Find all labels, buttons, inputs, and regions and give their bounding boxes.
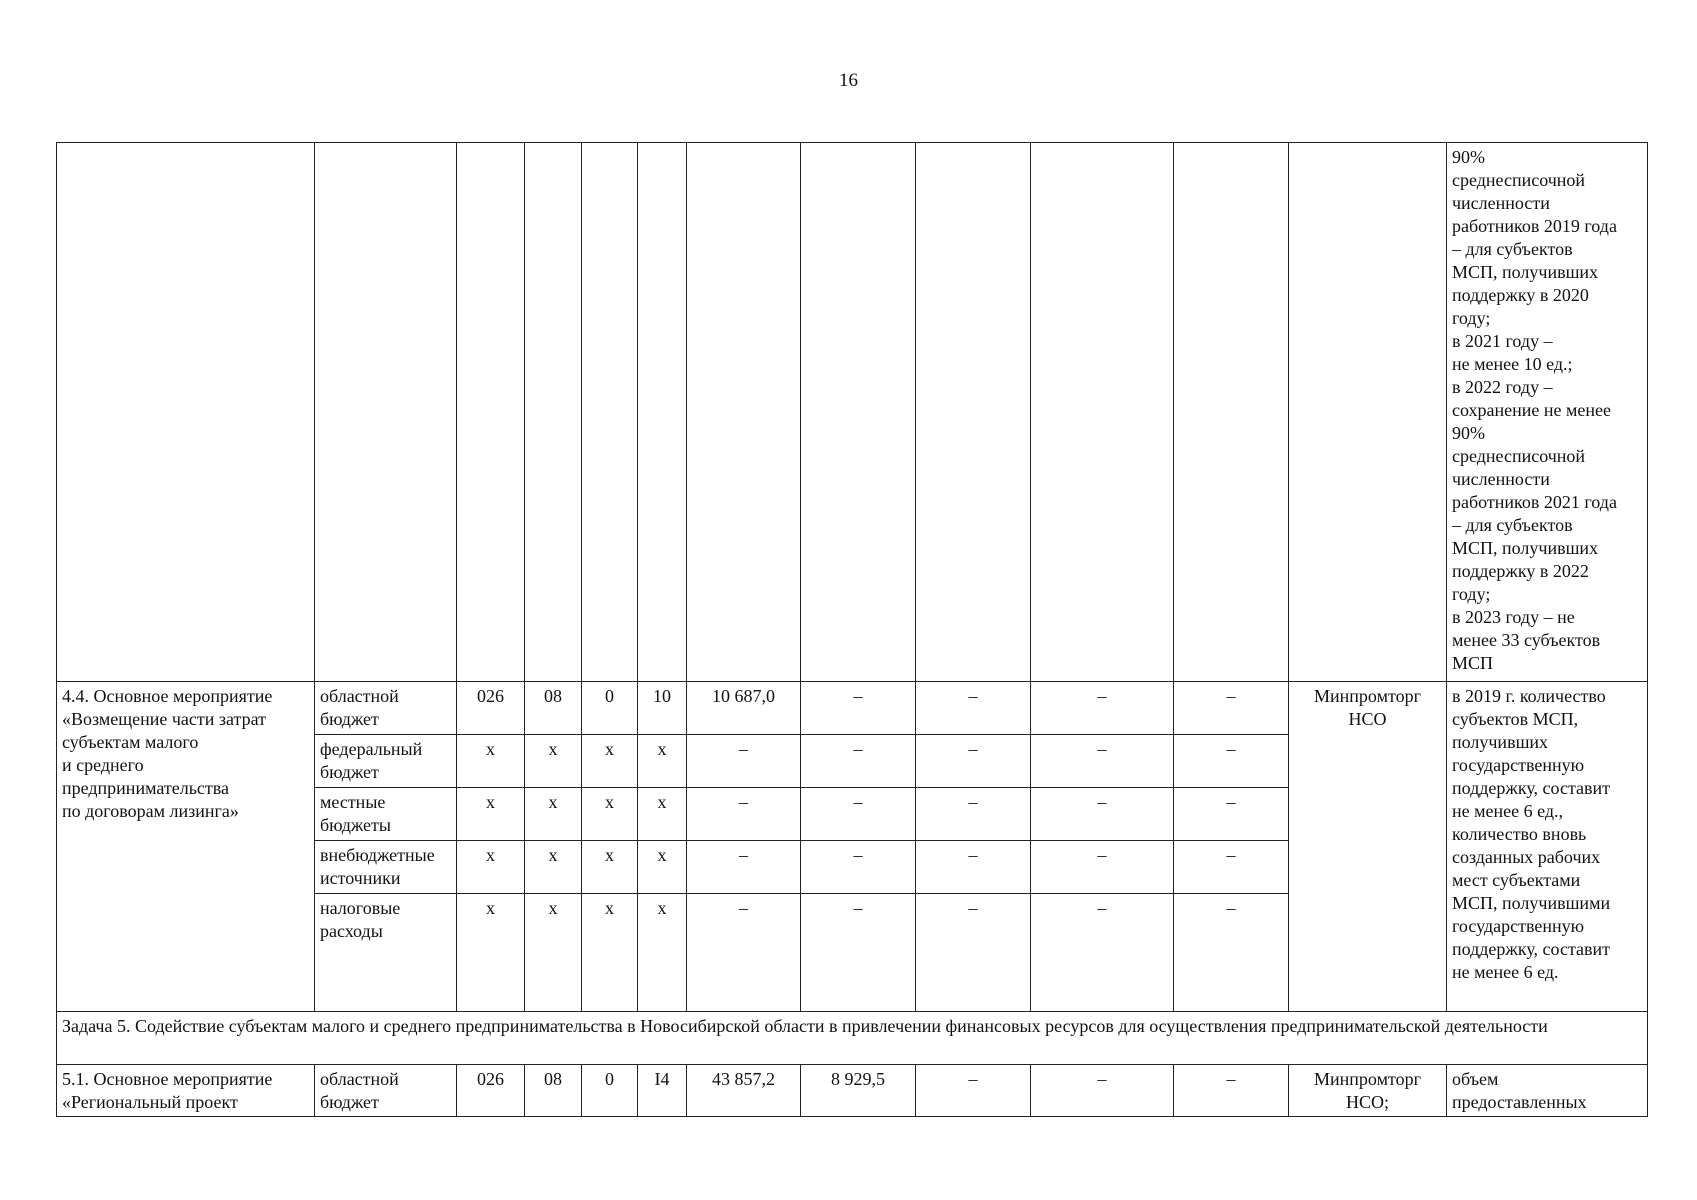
code-om: x: [638, 841, 687, 894]
indicator-cell: в 2019 г. количество субъектов МСП, получивших государственную поддержку, составит не менее 6 ед., количество вновь созданных рабочих мест субъектами МСП, получившими государственную поддержку, составит не менее 6 ед.: [1447, 682, 1648, 1012]
value-year-2: –: [801, 894, 916, 1012]
cell-empty: [315, 143, 457, 682]
code-pgp: x: [582, 894, 638, 1012]
value-year-1: –: [687, 735, 801, 788]
executor: Минпромторг НСО: [1289, 682, 1447, 1012]
funding-source: областной бюджет: [315, 682, 457, 735]
measure-4-4-row-regional: [57, 682, 1648, 735]
value-year-5: –: [1174, 894, 1289, 1012]
code-grbs: x: [457, 894, 525, 1012]
code-om: x: [638, 735, 687, 788]
value-year-1: –: [687, 841, 801, 894]
code-om: x: [638, 788, 687, 841]
indicator-cell: объем предоставленных: [1447, 1065, 1648, 1117]
value-year-1: –: [687, 788, 801, 841]
funding-source: налоговые расходы: [315, 894, 457, 1012]
funding-source: областной бюджет: [315, 1065, 457, 1117]
value-year-2: –: [801, 841, 916, 894]
funding-source: местные бюджеты: [315, 788, 457, 841]
code-pgp: 0: [582, 1065, 638, 1117]
value-year-5: –: [1174, 682, 1289, 735]
cell-empty: [1031, 143, 1174, 682]
value-year-4: –: [1031, 735, 1174, 788]
code-grbs: x: [457, 841, 525, 894]
value-year-5: –: [1174, 788, 1289, 841]
cell-empty: [1289, 143, 1447, 682]
code-pgp: x: [582, 788, 638, 841]
value-year-2: –: [801, 735, 916, 788]
value-year-5: –: [1174, 841, 1289, 894]
page-number: 16: [839, 70, 858, 91]
indicator-cell: 90% среднесписочной численности работников 2019 года – для субъектов МСП, получивших поддержку в 2020 году; в 2021 году – не менее 10 ед.; в 2022 году – сохранение не менее 90% среднесписочной численности работников 2021 года – для субъектов МСП, получивших поддержку в 2022 году; в 2023 году – не менее 33 субъектов МСП: [1447, 143, 1648, 682]
value-year-3: –: [916, 735, 1031, 788]
value-year-5: –: [1174, 735, 1289, 788]
value-year-5: –: [1174, 1065, 1289, 1117]
executor: Минпромторг НСО;: [1289, 1065, 1447, 1117]
value-year-3: –: [916, 682, 1031, 735]
code-grbs: 026: [457, 682, 525, 735]
measure-5-1-row: [57, 1065, 1648, 1117]
task-5-row: [57, 1012, 1648, 1065]
cell-empty: [638, 143, 687, 682]
code-gp: 08: [525, 682, 582, 735]
measure-name: 4.4. Основное мероприятие «Возмещение части затрат субъектам малого и среднего предпринимательства по договорам лизинга»: [57, 682, 315, 1012]
cell-empty: [1174, 143, 1289, 682]
program-table: [56, 142, 1648, 1117]
value-year-4: –: [1031, 682, 1174, 735]
value-year-1: 43 857,2: [687, 1065, 801, 1117]
code-pgp: x: [582, 735, 638, 788]
code-gp: x: [525, 841, 582, 894]
funding-source: внебюджетные источники: [315, 841, 457, 894]
code-om: I4: [638, 1065, 687, 1117]
cell-empty: [687, 143, 801, 682]
code-om: x: [638, 894, 687, 1012]
code-grbs: x: [457, 735, 525, 788]
cell-empty: [57, 143, 315, 682]
value-year-1: 10 687,0: [687, 682, 801, 735]
cell-empty: [457, 143, 525, 682]
value-year-1: –: [687, 894, 801, 1012]
value-year-2: –: [801, 682, 916, 735]
value-year-4: –: [1031, 788, 1174, 841]
code-gp: 08: [525, 1065, 582, 1117]
code-pgp: x: [582, 841, 638, 894]
value-year-3: –: [916, 1065, 1031, 1117]
code-gp: x: [525, 788, 582, 841]
cell-empty: [801, 143, 916, 682]
value-year-3: –: [916, 788, 1031, 841]
code-pgp: 0: [582, 682, 638, 735]
code-grbs: 026: [457, 1065, 525, 1117]
value-year-2: –: [801, 788, 916, 841]
value-year-3: –: [916, 841, 1031, 894]
value-year-3: –: [916, 894, 1031, 1012]
value-year-4: –: [1031, 894, 1174, 1012]
code-gp: x: [525, 735, 582, 788]
value-year-4: –: [1031, 841, 1174, 894]
value-year-2: 8 929,5: [801, 1065, 916, 1117]
measure-name: 5.1. Основное мероприятие «Региональный проект: [57, 1065, 315, 1117]
cell-empty: [916, 143, 1031, 682]
cell-empty: [525, 143, 582, 682]
continuation-row: [57, 143, 1648, 682]
cell-empty: [582, 143, 638, 682]
task-heading: Задача 5. Содействие субъектам малого и среднего предпринимательства в Новосибирской области в привлечении финансовых ресурсов для осуществления предпринимательской деятельности: [57, 1012, 1648, 1065]
code-gp: x: [525, 894, 582, 1012]
value-year-4: –: [1031, 1065, 1174, 1117]
funding-source: федеральный бюджет: [315, 735, 457, 788]
code-om: 10: [638, 682, 687, 735]
code-grbs: x: [457, 788, 525, 841]
